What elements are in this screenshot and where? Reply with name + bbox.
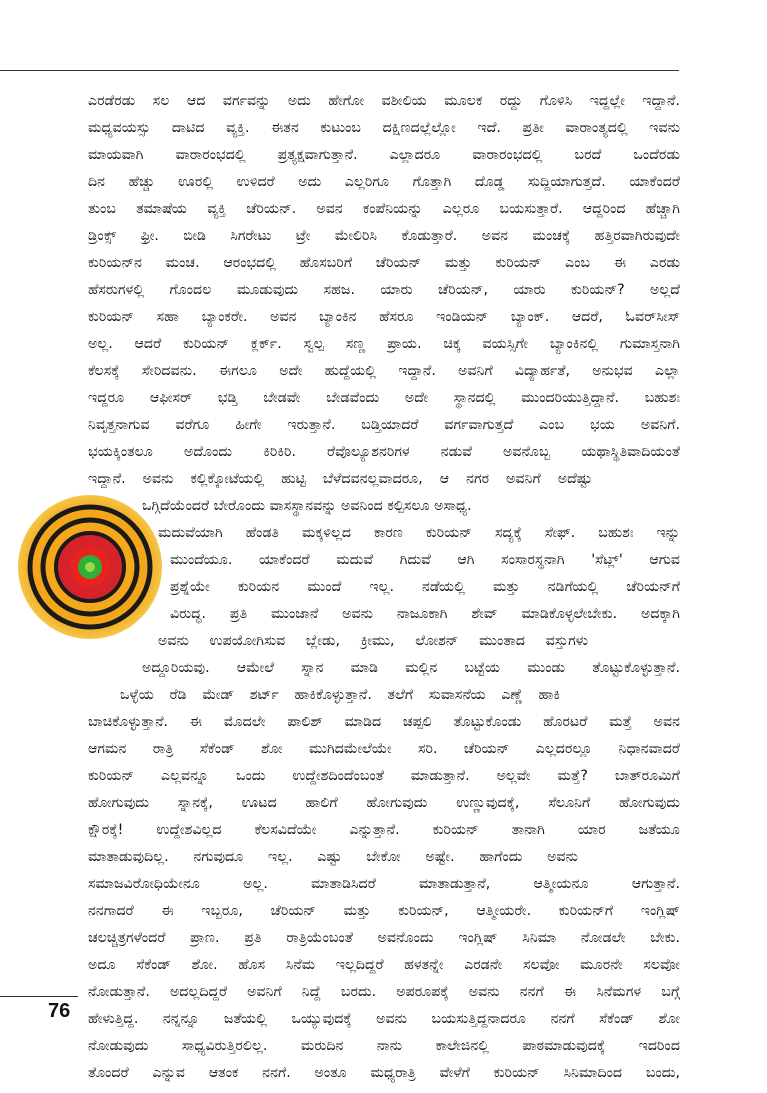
text-line: ಮುಂದೆಯೂ. ಯಾಕೆಂದರೆ ಮದುವೆ ಗಿದುವೆ ಆಗಿ ಸಂಸಾರಸ್ಥನಾಗಿ 'ಸೆಟ್ಲ್' ಆಗುವ — [170, 552, 680, 568]
text-line: ಬಾಚಿಕೊಳ್ಳುತ್ತಾನೆ. ಈ ಮೊದಲೇ ಪಾಲಿಶ್ ಮಾಡಿದ ಚಪ್ಪಲಿ ತೊಟ್ಟುಕೊಂಡು ಹೊರಟರೆ ಮತ್ತೆ ಅವನ — [88, 714, 680, 730]
text-line: ನಿವೃತ್ತನಾಗುವ ವರೆಗೂ ಹೀಗೇ ಇರುತ್ತಾನೆ. ಬಡ್ತಿಯಾದರೆ ವರ್ಗವಾಗುತ್ತದೆ ಎಂಬ ಭಯ ಅವನಿಗೆ. — [88, 417, 680, 433]
text-line: ಕ್ಷೌರಕ್ಕೆ! ಉದ್ದೇಶವಿಲ್ಲದ ಕೆಲಸವಿದೆಯೇ ಎನ್ನುತ್ತಾನೆ. ಕುರಿಯನ್ ತಾನಾಗಿ ಯಾರ ಜತೆಯೂ — [88, 822, 680, 838]
text-line: ಭಯಕ್ಕಿಂತಲೂ ಅದೊಂದು ಕಿರಿಕಿರಿ. ರೆವೊಲ್ಯೂಶನರಿಗಳ ನಡುವೆ ಅವನೊಬ್ಬ ಯಥಾಸ್ಥಿತಿವಾದಿಯಂತೆ — [88, 444, 680, 460]
text-line: ಒಗ್ಗಿದೆಯೆಂದರೆ ಬೇರೊಂದು ವಾಸಸ್ಥಾನವನ್ನು ಅವನಿಂದ ಕಲ್ಪಿಸಲೂ ಅಸಾಧ್ಯ. — [142, 498, 472, 514]
text-line: ಒಳ್ಳೆಯ ರೆಡಿ ಮೇಡ್ ಶರ್ಟ್ ಹಾಕಿಕೊಳ್ಳುತ್ತಾನೆ. ತಲೆಗೆ ಸುವಾಸನೆಯ ಎಣ್ಣೆ ಹಾಕಿ — [120, 687, 560, 703]
text-line: ದಿನ ಹೆಚ್ಚು ಊರಲ್ಲಿ ಉಳಿದರೆ ಅದು ಎಲ್ಲರಿಗೂ ಗೊತ್ತಾಗಿ ದೊಡ್ಡ ಸುದ್ದಿಯಾಗುತ್ತದೆ. ಯಾಕೆಂದರೆ — [88, 174, 680, 190]
text-line: ಪ್ರಶ್ನೆಯೇ ಕುರಿಯನ ಮುಂದೆ ಇಲ್ಲ. ನಡೆಯಲ್ಲಿ ಮತ್ತು ನಡಿಗೆಯಲ್ಲಿ ಚೆರಿಯನ್‌ಗೆ — [170, 579, 680, 595]
text-line: ಕುರಿಯನ್ ಎಲ್ಲವನ್ನೂ ಒಂದು ಉದ್ದೇಶದಿಂದೆಂಬಂತೆ ಮಾಡುತ್ತಾನೆ. ಅಲ್ಲವೇ ಮತ್ತೆ? ಬಾತ್‌ರೂಮಿಗೆ — [88, 768, 680, 784]
text-line: ಇದ್ದಾನೆ. ಅವನು ಕಲ್ಲಿಕ್ಕೋಟೆಯಲ್ಲಿ ಹುಟ್ಟಿ ಬೆಳೆದವನಲ್ಲವಾದರೂ, ಆ ನಗರ ಅವನಿಗೆ ಅದೆಷ್ಟು — [88, 471, 592, 487]
footer-rule — [0, 996, 78, 997]
text-line: ಅವನು ಉಪಯೋಗಿಸುವ ಬ್ಲೇಡು, ಕ್ರೀಮು, ಲೋಶನ್ ಮುಂತಾದ ವಸ್ತುಗಳು — [158, 633, 588, 649]
text-line: ತುಂಬ ತಮಾಷೆಯ ವ್ಯಕ್ತಿ ಚೆರಿಯನ್. ಅವನ ಕಂಪೆನಿಯನ್ನು ಎಲ್ಲರೂ ಬಯಸುತ್ತಾರೆ. ಆದ್ದರಿಂದ ಹೆಚ್ಚಾಗಿ — [88, 201, 680, 217]
text-line: ನನಗಾದರೆ ಈ ಇಬ್ಬರೂ, ಚೆರಿಯನ್ ಮತ್ತು ಕುರಿಯನ್, ಆತ್ಮೀಯರೇ. ಕುರಿಯನ್‌ಗೆ ಇಂಗ್ಲಿಷ್ — [88, 903, 680, 919]
page-number: 76 — [48, 1000, 71, 1022]
text-line: ಆಗಮನ ರಾತ್ರಿ ಸೆಕೆಂಡ್ ಶೋ ಮುಗಿದಮೇಲೆಯೇ ಸರಿ. ಚೆರಿಯನ್ ಎಲ್ಲದರಲ್ಲೂ ನಿಧಾನವಾದರೆ — [88, 741, 680, 757]
text-line: ಇದ್ದರೂ ಆಫೀಸರ್ ಭಡ್ತಿ ಬೇಡವೇ ಬೇಡವೆಂದು ಅದೇ ಸ್ಥಾನದಲ್ಲಿ ಮುಂದರಿಯುತ್ತಿದ್ದಾನೆ. ಬಹುಶಃ — [88, 390, 680, 406]
text-line: ಅದೂ ಸೆಕೆಂಡ್ ಶೋ. ಹೊಸ ಸಿನೆಮ ಇಲ್ಲದಿದ್ದರೆ ಹಳತನ್ನೇ ಎರಡನೇ ಸಲವೋ ಮೂರನೇ ಸಲವೋ — [88, 957, 680, 973]
text-line: ಅದ್ದೂರಿಯವು. ಆಮೇಲೆ ಸ್ನಾನ ಮಾಡಿ ಮಲ್ಲಿನ ಬಟ್ಟೆಯ ಮುಂಡು ತೊಟ್ಟುಕೊಳ್ಳುತ್ತಾನೆ. — [142, 660, 680, 676]
text-line: ನೋಡುತ್ತಾನೆ. ಅದಲ್ಲದಿದ್ದರೆ ಅವನಿಗೆ ನಿದ್ದೆ ಬರದು. ಅಪರೂಪಕ್ಕೆ ಅವನು ನನಗೆ ಈ ಸಿನೆಮಗಳ ಬಗ್ಗೆ — [88, 984, 680, 1000]
text-line: ಮಧ್ಯವಯಸ್ಸು ದಾಟಿದ ವ್ಯಕ್ತಿ. ಈತನ ಕುಟುಂಬ ದಕ್ಷಿಣದಲ್ಲೆಲ್ಲೋ ಇದೆ. ಪ್ರತೀ ವಾರಾಂತ್ಯದಲ್ಲಿ ಇವನು — [88, 120, 680, 136]
text-line: ಹೆಸರುಗಳಲ್ಲಿ ಗೊಂದಲ ಮೂಡುವುದು ಸಹಜ. ಯಾರು ಚೆರಿಯನ್, ಯಾರು ಕುರಿಯನ್? ಅಲ್ಲದೆ — [88, 282, 680, 298]
text-line: ತೊಂದರೆ ಎನ್ನುವ ಆತಂಕ ನನಗೆ. ಅಂತೂ ಮಧ್ಯರಾತ್ರಿ ವೇಳೆಗೆ ಕುರಿಯನ್ ಸಿನಿಮಾದಿಂದ ಬಂದು, — [88, 1065, 680, 1081]
text-line: ಮಾತಾಡುವುದಿಲ್ಲ. ನಗುವುದೂ ಇಲ್ಲ. ಎಷ್ಟು ಬೇಕೋ ಅಷ್ಟೇ. ಹಾಗೆಂದು ಅವನು — [88, 849, 578, 865]
text-line: ಕೆಲಸಕ್ಕೆ ಸೇರಿದವನು. ಈಗಲೂ ಅದೇ ಹುದ್ದೆಯಲ್ಲಿ ಇದ್ದಾನೆ. ಅವನಿಗೆ ವಿದ್ಯಾರ್ಹತೆ, ಅನುಭವ ಎಲ್ಲಾ — [88, 363, 680, 379]
text-line: ಮದುವೆಯಾಗಿ ಹೆಂಡತಿ ಮಕ್ಕಳಿಲ್ಲದ ಕಾರಣ ಕುರಿಯನ್ ಸದ್ಯಕ್ಕೆ ಸೇಫ್. ಬಹುಶಃ ಇನ್ನು — [158, 525, 680, 541]
text-line: ಮಾಯವಾಗಿ ವಾರಾರಂಭದಲ್ಲಿ ಪ್ರತ್ಯಕ್ಷವಾಗುತ್ತಾನೆ. ಎಲ್ಲಾದರೂ ವಾರಾರಂಭದಲ್ಲಿ ಬರದೆ ಒಂದೆರಡು — [88, 147, 680, 163]
text-line: ಕುರಿಯನ್ ಸಹಾ ಬ್ಯಾಂಕರೇ. ಅವನ ಬ್ಯಾಂಕಿನ ಹೆಸರೂ ಇಂಡಿಯನ್ ಬ್ಯಾಂಕ್. ಆದರೆ, ಓವರ್‌ಸೀಸ್ — [88, 309, 680, 325]
text-line: ಡ್ರಿಂಕ್ಸ್ ಫ್ರೀ. ಬೀಡಿ ಸಿಗರೇಟು ಟ್ರೇ ಮೇಲಿರಿಸಿ ಕೊಡುತ್ತಾರೆ. ಅವನ ಮಂಚಕ್ಕೆ ಹತ್ತಿರವಾಗಿರುವುದೇ — [88, 228, 680, 244]
text-line: ಎರಡೆರಡು ಸಲ ಆದ ವರ್ಗವನ್ನು ಅದು ಹೇಗೋ ವಶೀಲಿಯ ಮೂಲಕ ರದ್ದು ಗೊಳಿಸಿ ಇದ್ದಲ್ಲೇ ಇದ್ದಾನೆ. — [88, 93, 680, 109]
text-line: ಕುರಿಯನ್‌ನ ಮಂಚ. ಆರಂಭದಲ್ಲಿ ಹೊಸಬರಿಗೆ ಚೆರಿಯನ್ ಮತ್ತು ಕುರಿಯನ್ ಎಂಬ ಈ ಎರಡು — [88, 255, 680, 271]
concentric-circles-illustration — [15, 492, 165, 642]
text-line: ಸಮಾಜವಿರೋಧಿಯೇನೂ ಅಲ್ಲ. ಮಾತಾಡಿಸಿದರೆ ಮಾತಾಡುತ್ತಾನೆ, ಆತ್ಮೀಯನೂ ಆಗುತ್ತಾನೆ. — [88, 876, 680, 892]
text-line: ಹೋಗುವುದು ಸ್ನಾನಕ್ಕೆ, ಊಟದ ಹಾಲಿಗೆ ಹೋಗುವುದು ಉಣ್ಣುವುದಕ್ಕೆ, ಸೆಲೂನಿಗೆ ಹೋಗುವುದು — [88, 795, 680, 811]
text-line: ವಿರುದ್ಧ. ಪ್ರತಿ ಮುಂಜಾನೆ ಅವನು ನಾಜೂಕಾಗಿ ಶೇವ್ ಮಾಡಿಕೊಳ್ಳಲೇಬೇಕು. ಅದಕ್ಕಾಗಿ — [170, 606, 680, 622]
text-line: ನೋಡುವುದು ಸಾಧ್ಯವಿರುತ್ತಿರಲಿಲ್ಲ. ಮರುದಿನ ನಾನು ಕಾಲೇಜಿನಲ್ಲಿ ಪಾಠಮಾಡುವುದಕ್ಕೆ ಇದರಿಂದ — [88, 1038, 680, 1054]
text-line: ಚಲಚ್ಚಿತ್ರಗಳೆಂದರೆ ಪ್ರಾಣ. ಪ್ರತಿ ರಾತ್ರಿಯೆಂಬಂತೆ ಅವನೊಂದು ಇಂಗ್ಲಿಷ್ ಸಿನಿಮಾ ನೋಡಲೇ ಬೇಕು. — [88, 930, 680, 946]
text-line: ಹೇಳುತ್ತಿದ್ದ. ನನ್ನನ್ನೂ ಜತೆಯಲ್ಲಿ ಒಯ್ಯುವುದಕ್ಕೆ ಅವನು ಬಯಸುತ್ತಿದ್ದನಾದರೂ ನನಗೆ ಸೆಕೆಂಡ್ ಶೋ — [88, 1011, 680, 1027]
header-rule — [0, 70, 679, 71]
text-line: ಅಲ್ಲ. ಆದರೆ ಕುರಿಯನ್ ಕ್ಲರ್ಕ್. ಸ್ವಲ್ಪ ಸಣ್ಣ ಪ್ರಾಯ. ಚಿಕ್ಕ ವಯಸ್ಸಿಗೇ ಬ್ಯಾಂಕಿನಲ್ಲಿ ಗುಮಾಸ್ತನಾಗಿ — [88, 336, 680, 352]
